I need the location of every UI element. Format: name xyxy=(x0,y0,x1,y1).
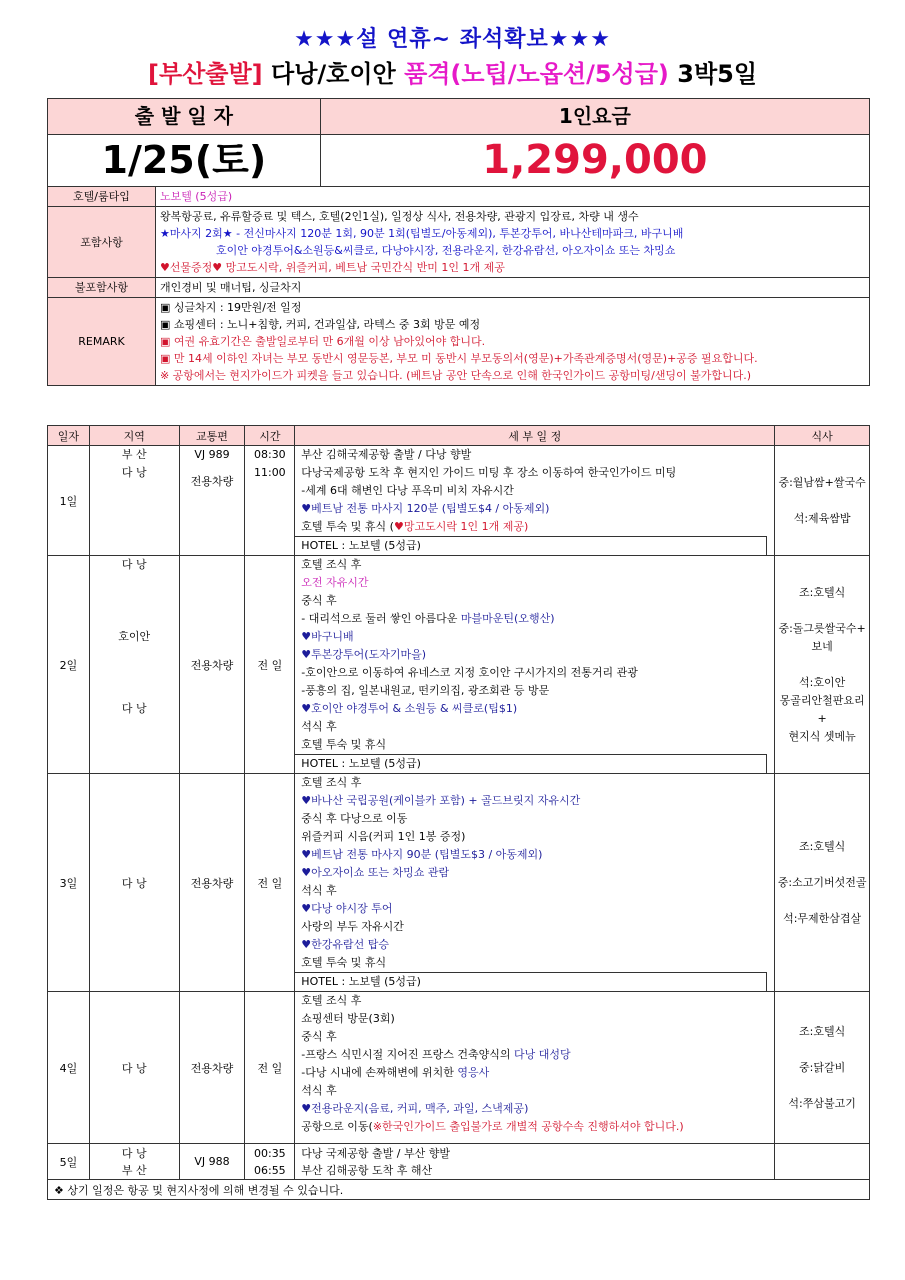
included-line: 호이안 야경투어&소원등&씨클로, 다낭야시장, 전용라운지, 한강유람선, 아오자이쇼 또는 차밍쇼 xyxy=(215,244,676,257)
price-header: 1인요금 xyxy=(320,99,869,135)
summary-table xyxy=(47,98,870,386)
detail-text: ♥망고도시락 1인 1개 제공) xyxy=(393,520,529,533)
time-text: 11:00 xyxy=(253,466,286,479)
meal-text: 현지식 셋메뉴 xyxy=(788,729,856,743)
detail-line: 석식 후 xyxy=(301,720,337,733)
detail-line: 호텔 조식 후 xyxy=(301,558,362,571)
detail-line: 위즐커피 시음(커피 1인 1봉 증정) xyxy=(301,830,466,843)
footnote: ❖ 상기 일정은 항공 및 현지사정에 의해 변경될 수 있습니다. xyxy=(48,1180,870,1200)
day-region: 다 낭 xyxy=(89,774,179,992)
detail-line: ♥바구니배 xyxy=(301,630,354,643)
day-detail xyxy=(295,556,775,774)
hotel-label: 호텔/룸타입 xyxy=(48,187,156,207)
hotel-line: HOTEL : 노보텔 (5성급) xyxy=(295,754,767,773)
day-region xyxy=(89,1144,179,1180)
detail-line: ♥투본강투어(도자기마을) xyxy=(301,648,427,661)
product-grade: 품격(노팁/노옵션/5성급) xyxy=(404,60,669,88)
detail-line: 중식 후 xyxy=(301,594,337,607)
region-text: 다 낭 xyxy=(121,702,147,715)
day-meal xyxy=(775,556,870,774)
detail-line xyxy=(295,1046,774,1064)
meal-text: 보네 xyxy=(811,639,833,653)
day-time: 전 일 xyxy=(245,992,295,1144)
day-number: 1일 xyxy=(48,446,90,556)
day-detail xyxy=(295,992,775,1144)
excluded-value: 개인경비 및 매너팁, 싱글차지 xyxy=(155,278,869,298)
transport-text: 전용차량 xyxy=(190,475,234,488)
detail-line: 석식 후 xyxy=(301,884,337,897)
price-value: 1,299,000 xyxy=(320,135,869,187)
meal-text: 석:무제한삼겹살 xyxy=(783,911,862,925)
detail-line: 중식 후 xyxy=(301,1030,337,1043)
excluded-label: 불포함사항 xyxy=(48,278,156,298)
detail-text: -프랑스 식민시절 지어진 프랑스 건축양식의 xyxy=(301,1048,515,1061)
flight-number: VJ 989 xyxy=(194,448,230,461)
detail-line: ♥아오자이쇼 또는 차밍쇼 관람 xyxy=(301,866,450,879)
headline-promo: ★★★설 연휴~ 좌석확보★★★ xyxy=(294,27,611,52)
remark-values xyxy=(155,298,869,386)
hotel-line: HOTEL : 노보텔 (5성급) xyxy=(295,972,767,991)
meal-text: 석:호이안 xyxy=(799,675,846,689)
col-transport: 교통편 xyxy=(179,426,245,446)
meal-text: + xyxy=(817,711,827,725)
detail-line: 호텔 투숙 및 휴식 xyxy=(301,956,387,969)
col-region: 지역 xyxy=(89,426,179,446)
hotel-value: 노보텔 (5성급) xyxy=(155,187,869,207)
detail-text: - 대리석으로 둘러 쌓인 아름다운 xyxy=(301,612,461,625)
table-row xyxy=(48,992,870,1144)
table-row xyxy=(48,1144,870,1180)
meal-text: 중:돌그릇쌀국수+ xyxy=(778,621,866,635)
day-transport: 전용차량 xyxy=(179,992,245,1144)
destination: 다낭/호이안 xyxy=(271,60,396,88)
day-meal xyxy=(775,774,870,992)
day-meal xyxy=(775,992,870,1144)
meal-text: 석:제육쌈밥 xyxy=(793,511,851,525)
date-header: 출 발 일 자 xyxy=(48,99,321,135)
hotel-line: HOTEL : 노보텔 (5성급) xyxy=(295,536,767,555)
detail-text: 호텔 투숙 및 휴식 ( xyxy=(301,520,394,533)
region-text: 부 산 xyxy=(121,1163,147,1177)
region-text: 다 낭 xyxy=(121,1146,147,1160)
detail-line: 호텔 조식 후 xyxy=(301,776,362,789)
included-line: 왕복항공료, 유류할증료 및 텍스, 호텔(2인1실), 일정상 식사, 전용차량, 관광지 입장료, 차량 내 생수 xyxy=(159,210,639,223)
day-transport: 전용차량 xyxy=(179,556,245,774)
day-time xyxy=(245,1144,295,1180)
meal-text: 몽골리안철판요리 xyxy=(779,693,865,707)
detail-line: 다낭 국제공항 출발 / 부산 향발 xyxy=(301,1146,450,1160)
table-row xyxy=(48,446,870,556)
time-text: 08:30 xyxy=(253,448,286,461)
meal-text: 중:소고기버섯전골 xyxy=(777,875,867,889)
col-meal: 식사 xyxy=(775,426,870,446)
detail-line: 부산 김해국제공항 출발 / 다낭 향발 xyxy=(301,448,472,461)
region-text: 호이안 xyxy=(118,630,151,643)
detail-line: 부산 김해공항 도착 후 해산 xyxy=(301,1163,433,1177)
detail-line: 호텔 투숙 및 휴식 xyxy=(301,738,387,751)
departure-city: [부산출발] xyxy=(147,60,263,88)
detail-line: ♥다낭 야시장 투어 xyxy=(301,902,393,915)
day-time: 전 일 xyxy=(245,774,295,992)
table-row xyxy=(48,774,870,992)
detail-line xyxy=(295,1064,774,1082)
day-region xyxy=(89,556,179,774)
detail-text: 공항으로 이동( xyxy=(301,1120,373,1133)
day-number: 2일 xyxy=(48,556,90,774)
included-line: ♥선물증정♥ 망고도시락, 위즐커피, 베트남 국민간식 반미 1인 1개 제공 xyxy=(159,261,505,274)
day-region xyxy=(89,446,179,556)
meal-text: 조:호텔식 xyxy=(799,839,846,853)
headline-product xyxy=(0,54,905,89)
detail-line: 오전 자유시간 xyxy=(301,576,369,589)
departure-date: 1/25(토) xyxy=(48,135,321,187)
col-day: 일자 xyxy=(48,426,90,446)
detail-line: 쇼핑센터 방문(3회) xyxy=(301,1012,395,1025)
day-number: 4일 xyxy=(48,992,90,1144)
detail-line: ♥한강유람선 탑승 xyxy=(301,938,390,951)
detail-line: -세계 6대 해변인 다낭 푸옥미 비치 자유시간 xyxy=(301,484,514,497)
time-text: 00:35 xyxy=(253,1146,286,1160)
col-time: 시간 xyxy=(245,426,295,446)
day-transport: VJ 988 xyxy=(179,1144,245,1180)
meal-text: 조:호텔식 xyxy=(799,585,846,599)
detail-line: 사랑의 부두 자유시간 xyxy=(301,920,404,933)
remark-line: ▣ 만 14세 이하인 자녀는 부모 동반시 영문등본, 부모 미 동반시 부모동의서(영문)+가족관계증명서(영문)+공증 필요합니다. xyxy=(159,352,758,365)
day-time xyxy=(245,446,295,556)
detail-line xyxy=(295,610,774,628)
footnote-row xyxy=(48,1180,870,1200)
detail-line: ♥전용라운지(음료, 커피, 맥주, 과일, 스낵제공) xyxy=(301,1102,529,1115)
remark-line: ▣ 싱글차지 : 19만원/전 일정 xyxy=(159,301,302,314)
detail-text: 영응사 xyxy=(457,1066,490,1079)
table-row xyxy=(48,556,870,774)
region-text: 다 낭 xyxy=(121,558,147,571)
detail-text: 마블마운틴(오행산) xyxy=(460,612,555,625)
col-detail: 세 부 일 정 xyxy=(295,426,775,446)
day-number: 3일 xyxy=(48,774,90,992)
included-values xyxy=(155,207,869,278)
remark-line: ※ 공항에서는 현지가이드가 피켓을 들고 있습니다. (베트남 공안 단속으로 인해 한국인가이드 공항미팅/샌딩이 불가합니다.) xyxy=(159,369,752,382)
detail-line: ♥바나산 국립공원(케이블카 포함) + 골드브릿지 자유시간 xyxy=(301,794,581,807)
region-text: 부 산 xyxy=(121,448,147,461)
day-meal xyxy=(775,1144,870,1180)
detail-line: -호이안으로 이동하여 유네스코 지정 호이안 구시가지의 전통거리 관광 xyxy=(301,666,638,679)
day-time: 전 일 xyxy=(245,556,295,774)
remark-line: ▣ 쇼핑센터 : 노니+침향, 커피, 건과일샵, 라텍스 중 3회 방문 예정 xyxy=(159,318,481,331)
detail-text: 다낭 대성당 xyxy=(514,1048,571,1061)
detail-line: 석식 후 xyxy=(301,1084,337,1097)
detail-line: ♥베트남 전통 마사지 120분 (팁별도$4 / 아동제외) xyxy=(301,502,550,515)
included-label: 포함사항 xyxy=(48,207,156,278)
trip-length: 3박5일 xyxy=(677,60,758,88)
detail-line: 다낭국제공항 도착 후 현지인 가이드 미팅 후 장소 이동하여 한국인가이드 미팅 xyxy=(301,466,677,479)
day-detail xyxy=(295,774,775,992)
included-line: ★마사지 2회★ - 전신마사지 120분 1회, 90분 1회(팁별도/아동제외), 투본강투어, 바나산테마파크, 바구니배 xyxy=(159,227,684,240)
day-detail xyxy=(295,1144,775,1180)
detail-line: 중식 후 다낭으로 이동 xyxy=(301,812,408,825)
time-text: 06:55 xyxy=(253,1163,286,1177)
detail-text: ※한국인가이드 출입불가로 개별적 공항수속 진행하셔야 합니다.) xyxy=(372,1120,684,1133)
day-number: 5일 xyxy=(48,1144,90,1180)
detail-line: 호텔 조식 후 xyxy=(301,994,362,1007)
meal-text: 석:쭈삼불고기 xyxy=(788,1096,856,1110)
day-detail xyxy=(295,446,775,556)
day-region: 다 낭 xyxy=(89,992,179,1144)
meal-text: 중:닭갈비 xyxy=(799,1060,846,1074)
region-text: 다 낭 xyxy=(121,466,147,479)
remark-line: ▣ 여권 유효기간은 출발일로부터 만 6개월 이상 남아있어야 합니다. xyxy=(159,335,486,348)
detail-line xyxy=(295,518,774,536)
detail-line: ♥베트남 전통 마사지 90분 (팁별도$3 / 아동제외) xyxy=(301,848,543,861)
day-transport xyxy=(179,446,245,556)
meal-text: 조:호텔식 xyxy=(799,1024,846,1038)
detail-line xyxy=(295,1118,774,1136)
detail-line: -풍흥의 집, 일본내원교, 떤키의집, 광조회관 등 방문 xyxy=(301,684,550,697)
detail-line: ♥호이안 야경투어 & 소원등 & 씨클로(팁$1) xyxy=(301,702,518,715)
schedule-table xyxy=(47,425,870,1200)
remark-label: REMARK xyxy=(48,298,156,386)
meal-text: 중:월남쌈+쌀국수 xyxy=(778,475,866,489)
detail-text: -다낭 시내에 손짜해변에 위치한 xyxy=(301,1066,458,1079)
day-transport: 전용차량 xyxy=(179,774,245,992)
day-meal xyxy=(775,446,870,556)
